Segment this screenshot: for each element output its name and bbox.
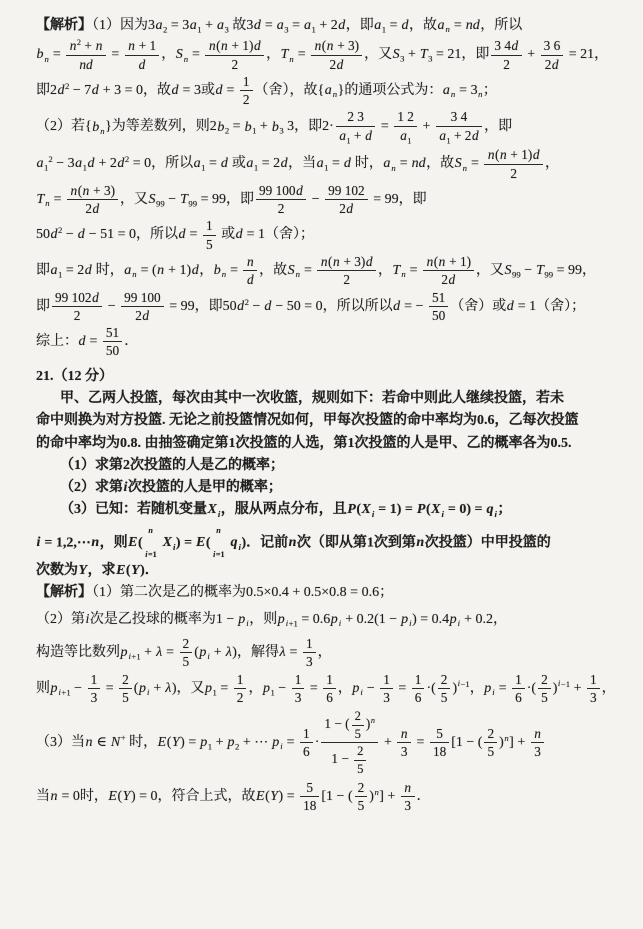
fraction: $\frac{1}{3}$ [292, 672, 305, 706]
fraction: $\frac{2 3}{a_1 + d}$ [336, 109, 376, 145]
doc-line-3: 即$2d^2 - 7d + 3 = 0$，故d = 3或d = $\frac{1}{2}$ （舍），故$\{a_n\}$的通项公式为：$a_n = 3_n$； [36, 73, 497, 108]
fraction: $\frac{1}{6}$ [323, 672, 336, 706]
fraction: $\frac{99 100d}{2}$ [256, 183, 306, 217]
fraction: $\frac{2}{5}$ [352, 709, 364, 741]
doc-line-21: （2）第i次是乙投球的概率为$1 - p_i$，则$p_{i+1} = 0.6p_i + 0.2(1 - p_i) = 0.4p_i + 0.2$， [36, 611, 507, 629]
fraction: $\frac{99 102}{2d}$ [325, 183, 368, 217]
fraction: $\frac{1}{3}$ [88, 672, 101, 706]
doc-line-5: $a_1^2 - 3a_1d + 2d^2 = 0$，所以$a_1 = d$ 或$a_1 = 2d$，当$a_1 = d$ 时，$a_n$ = nd，故$S_n$ = $\frac{n(n + 1)d}{2}$ ， [36, 147, 559, 181]
fraction: $\frac{99 102d}{2}$ [52, 290, 102, 324]
sum-limits: n i=1 [213, 525, 225, 559]
fraction: $\frac{2}{5}$ [180, 636, 193, 670]
fraction: $\frac{2}{5}$ [354, 744, 366, 776]
fraction: $\frac{2}{5}$ [484, 726, 497, 760]
fraction: $\frac{51}{50}$ [103, 325, 122, 359]
fraction: $\frac{n(n + 1)}{2d}$ [423, 254, 474, 288]
fraction: $\frac{1}{2}$ [234, 672, 247, 706]
fraction: $\frac{1}{2}$ [240, 74, 253, 108]
fraction: $\frac{n(n + 1)d}{2}$ [484, 147, 543, 181]
fraction: $\frac{1}{3}$ [303, 636, 316, 670]
fraction: $\frac{n}{3}$ [531, 726, 545, 760]
doc-line-19: 次数为Y，求E(Y)． [36, 563, 159, 579]
doc-line-25: 当n = 0时，E(Y) = 0，符合上式，故E(Y) = $\frac{5}{18}$ [1 − ( $\frac{2}{5}$ )$^n$] + $\frac{n}{3}$ ． [36, 780, 431, 814]
exam-solution-content [36, 16, 633, 814]
doc-line-16: （2）求第i次投篮的人是甲的概率； [60, 480, 282, 496]
doc-line-11: 21.（12 分） [36, 368, 113, 384]
fraction: $\frac{2}{5}$ [538, 672, 551, 706]
fraction: $\frac{n(n + 3)}{2d}$ [67, 183, 118, 217]
doc-line-24: （3）当n ∈ N+ 时，$E(Y) = p_1 + p_2$ + ⋯ $p_i$ = $\frac{1}{6}$ · 1 − ( $\frac{2}{5}$ )$^n$ 1 − $\frac{2}{5}$ + $\frac{n}{3}$ = $\frac{5}{18}$ [1 − ( $\frac{2}{5}$ )$^n$] + $\frac{n}{3}$ [36, 709, 633, 776]
doc-line-1: 【解析】（1）因为$3a_2 = 3a_1 + a_3$ 故$3d = a_3 = a_1 + 2d$，即$a_1 = d$，故$a_n$ = nd，所以 [36, 18, 523, 35]
doc-line-6: $T_n$ = $\frac{n(n + 3)}{2d}$ ，又$S_{99} - T_{99} = 99$，即 $\frac{99 100d}{2}$ − $\frac{99 102}{2d}$ = 99，即 [36, 182, 427, 217]
doc-line-15: （1）求第2次投篮的人是乙的概率； [60, 457, 284, 473]
fraction: $\frac{n(n + 1)d}{2}$ [205, 38, 264, 72]
doc-line-9: 即 $\frac{99 102d}{2}$ − $\frac{99 100}{2d}$ = 99，即$50d^2 - d - 50 = 0$，所以所以d = − $\frac{51}{50}$ （舍）或d = 1（舍）； [36, 289, 586, 323]
fraction: 1 − ( $\frac{2}{5}$ )$^n$ 1 − $\frac{2}{5}$ [321, 709, 378, 776]
doc-line-8: 即$a_1 = 2d$ 时，$a_n = (n + 1)d$，$b_n$ = $\frac{n}{d}$ ，故$S_n$ = $\frac{n(n + 3)d}{2}$ ，$T_n$ = $\frac{n(n + 1)}{2d}$ ，又$S_{99} - T_{99} = 99$， [36, 253, 596, 288]
fraction: $\frac{n(n + 3)d}{2}$ [317, 254, 376, 288]
doc-line-20: 【解析】（1）第二次是乙的概率为0.5×0.4 + 0.5×0.8 = 0.6； [36, 585, 394, 601]
fraction: $\frac{5}{18}$ [430, 726, 449, 760]
fraction: $\frac{n}{3}$ [397, 726, 411, 760]
sum-limits: n i=1 [145, 525, 157, 559]
fraction: $\frac{3 4}{a_1 + 2d}$ [436, 109, 482, 145]
doc-line-18: i = 1,2,⋯n，则E( n i=1 $X_i) = E$( n i=1 $q_i$)．记前n次（即从第1次到第n次投篮）中甲投篮的 [36, 525, 551, 559]
fraction: $\frac{3 4d}{2}$ [491, 38, 521, 72]
fraction: $\frac{n}{d}$ [243, 254, 257, 288]
fraction: $\frac{1}{6}$ [512, 672, 525, 706]
doc-line-17: （3）已知：若随机变量$X_i$，服从两点分布，且$P(X_i = 1) = P(X_i = 0) = q_i$； [60, 502, 512, 519]
fraction: $\frac{n^2 + n}{nd}$ [66, 38, 106, 72]
doc-line-2: $b_n$ = $\frac{n^2 + n}{nd}$ = $\frac{n + 1}{d}$ ，$S_n$ = $\frac{n(n + 1)d}{2}$ ，$T_n$ = $\frac{n(n + 3)}{2d}$ ，又$S_3 + T_3 = 21$，即 $\frac{3 4d}{2}$ + $\frac{3 6}{2d}$ = 21， [36, 38, 609, 72]
doc-line-14: 的命中率均为0.8. 由抽签确定第1次投篮的人选，第1次投篮的人是甲、乙的概率各为0.5. [36, 435, 572, 451]
doc-line-13: 命中则换为对方投篮. 无论之前投篮情况如何，甲每次投篮的命中率均为0.6，乙每次投篮 [36, 413, 579, 429]
fraction: $\frac{5}{18}$ [300, 780, 319, 814]
fraction: $\frac{1}{3}$ [380, 672, 393, 706]
doc-line-23: 则$p_{i+1}$ − $\frac{1}{3}$ = $\frac{2}{5}$ $(p_i + \lambda)$，又$p_1$ = $\frac{1}{2}$ ，$p_1$ − $\frac{1}{3}$ = $\frac{1}{6}$ ，$p_i$ − $\frac{1}{3}$ = $\frac{1}{6}$ ·( $\frac{2}{5}$ )$^{i-1}$，$p_i$ = $\frac{1}{6}$ ·( $\frac{2}{5}$ )$^{i-1}$ + $\frac{1}{3}$ ， [36, 671, 616, 705]
fraction: $\frac{99 100}{2d}$ [121, 290, 164, 324]
doc-line-10: 综上：d = $\frac{51}{50}$ ． [36, 325, 139, 359]
fraction: $\frac{n}{3}$ [401, 780, 415, 814]
doc-line-12: 甲、乙两人投篮，每次由其中一次收篮，规则如下：若命中则此人继续投篮，若未 [60, 390, 564, 406]
doc-line-22: 构造等比数列$p_{i+1} + \lambda$ = $\frac{2}{5}$ $(p_i + \lambda)$，解得λ = $\frac{1}{3}$ ， [36, 635, 332, 670]
fraction: $\frac{1}{5}$ [203, 218, 216, 252]
doc-line-4: （2）若$\{b_n\}$为等差数列，则$2b_2 = b_1 + b_3$ 3，即2· $\frac{2 3}{a_1 + d}$ = $\frac{1 2}{a_1}$ + $\frac{3 4}{a_1 + 2d}$ ，即 [36, 109, 513, 145]
fraction: $\frac{1}{3}$ [587, 672, 600, 706]
fraction: $\frac{1}{6}$ [412, 672, 425, 706]
fraction: $\frac{1}{6}$ [300, 726, 313, 760]
fraction: $\frac{2}{5}$ [355, 780, 368, 814]
fraction: $\frac{51}{50}$ [429, 290, 448, 324]
fraction: $\frac{n(n + 3)}{2d}$ [311, 38, 362, 72]
fraction: $\frac{n + 1}{d}$ [125, 38, 159, 72]
doc-line-7: $50d^2 - d - 51 = 0$，所以d = $\frac{1}{5}$ 或d = 1（舍）； [36, 218, 315, 252]
fraction: $\frac{1 2}{a_1}$ [394, 109, 417, 145]
fraction: $\frac{2}{5}$ [438, 672, 451, 706]
fraction: $\frac{3 6}{2d}$ [541, 38, 564, 72]
fraction: $\frac{2}{5}$ [119, 672, 132, 706]
